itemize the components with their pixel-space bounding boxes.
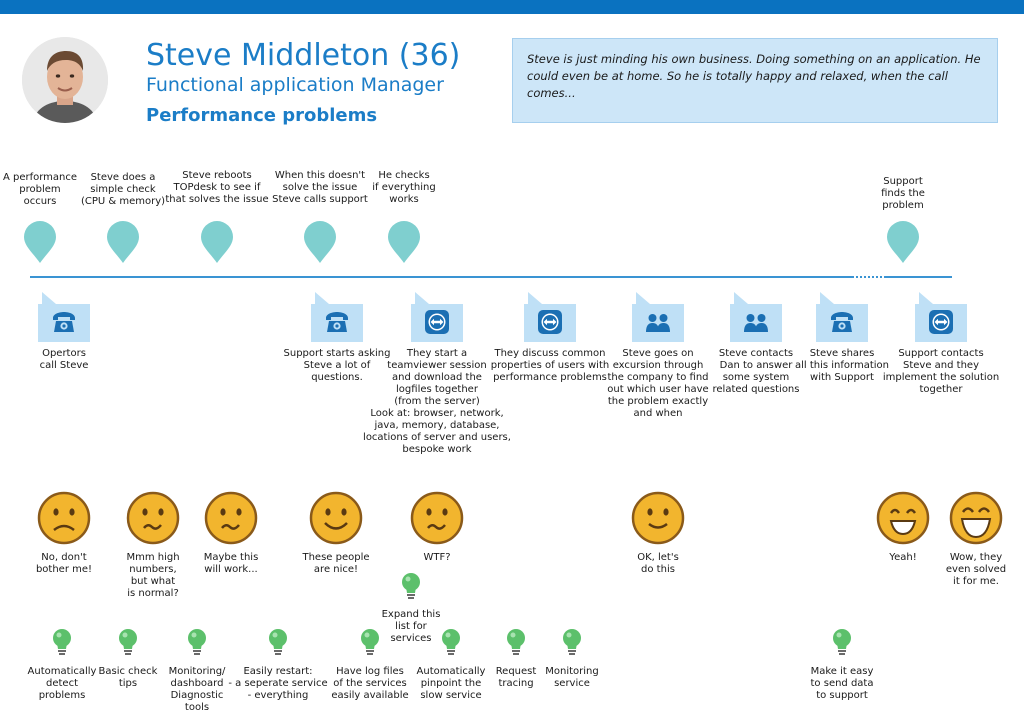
phone-icon bbox=[829, 309, 855, 335]
map-pin-icon bbox=[886, 220, 920, 264]
lightbulb-icon bbox=[831, 628, 853, 656]
teamviewer-icon bbox=[424, 309, 450, 335]
lightbulb-icon bbox=[186, 628, 208, 656]
touchpoint-teamviewer bbox=[524, 292, 576, 342]
idea-label: Monitoring/ dashboard Diagnostic tools bbox=[168, 666, 226, 713]
confused-face-icon bbox=[126, 491, 180, 545]
idea-label: Basic check tips bbox=[98, 666, 158, 689]
lightbulb-icon bbox=[561, 628, 583, 656]
touchpoint-phone bbox=[38, 292, 90, 342]
confused-face-icon bbox=[204, 491, 258, 545]
step-label: Steve reboots TOPdesk to see if that solves the issue bbox=[165, 170, 269, 205]
touchpoint-teamviewer bbox=[411, 292, 463, 342]
emotion-label: Mmm high numbers, but what is normal? bbox=[126, 552, 180, 599]
phone-icon bbox=[51, 309, 77, 335]
top-bar bbox=[0, 0, 1024, 14]
touchpoint-label: Opertors call Steve bbox=[39, 348, 89, 371]
idea-label: Request tracing bbox=[495, 666, 537, 689]
touchpoint-phone bbox=[311, 292, 363, 342]
persona-name: Steve Middleton (36) bbox=[146, 38, 461, 73]
lightbulb-icon bbox=[440, 628, 462, 656]
touchpoint-phone bbox=[816, 292, 868, 342]
idea-label: Have log files of the services easily available bbox=[331, 666, 409, 701]
step-label: He checks if everything works bbox=[372, 170, 436, 205]
step-label: A performance problem occurs bbox=[2, 172, 78, 207]
smile-face-icon bbox=[631, 491, 685, 545]
touchpoint-people bbox=[730, 292, 782, 342]
lightbulb-icon bbox=[359, 628, 381, 656]
timeline bbox=[30, 276, 852, 278]
emotion-label: Wow, they even solved it for me. bbox=[945, 552, 1007, 587]
timeline-gap bbox=[852, 276, 886, 278]
emotion-label: Yeah! bbox=[889, 552, 917, 563]
touchpoint-label: Steve contacts Dan to answer some system related questions bbox=[712, 348, 800, 395]
touchpoint-label: Support contacts Steve and they implement the solution together bbox=[882, 348, 1000, 395]
touchpoint-people bbox=[632, 292, 684, 342]
journey-subject: Performance problems bbox=[146, 105, 378, 126]
touchpoint-teamviewer bbox=[915, 292, 967, 342]
touchpoint-label: Steve shares all this information with Support bbox=[794, 348, 890, 383]
happy-face-icon bbox=[309, 491, 363, 545]
confused-face-icon bbox=[410, 491, 464, 545]
phone-icon bbox=[324, 309, 350, 335]
map-pin-icon bbox=[200, 220, 234, 264]
touchpoint-label: Steve goes on excursion through the company to find out which user have the problem exactly and when bbox=[607, 348, 709, 419]
map-pin-icon bbox=[106, 220, 140, 264]
idea-label: Expand this list for services bbox=[381, 609, 441, 644]
lightbulb-icon bbox=[400, 572, 422, 600]
sad-face-icon bbox=[37, 491, 91, 545]
step-label: Steve does a simple check (CPU & memory) bbox=[80, 172, 166, 207]
persona-role: Functional application Manager bbox=[146, 74, 444, 96]
people-icon bbox=[743, 309, 769, 335]
idea-label: Automatically detect problems bbox=[27, 666, 97, 701]
lightbulb-icon bbox=[505, 628, 527, 656]
idea-label: Monitoring service bbox=[545, 666, 599, 689]
lightbulb-icon bbox=[117, 628, 139, 656]
touchpoint-label: Support starts asking Steve a lot of questions. bbox=[283, 348, 391, 383]
emotion-label: OK, let's do this bbox=[637, 552, 679, 575]
timeline bbox=[886, 276, 952, 278]
touchpoint-label: They start a teamviewer session and download the logfiles together (from the server) Look at: browser, network, java, memory, database, locations of server and users, bespoke work bbox=[363, 348, 511, 455]
joy-face-icon bbox=[876, 491, 930, 545]
scenario-box: Steve is just minding his own business. Doing something on an application. He could even be at home. So he is totally happy and relaxed, when the call comes... bbox=[512, 38, 998, 123]
lightbulb-icon bbox=[51, 628, 73, 656]
emotion-label: These people are nice! bbox=[302, 552, 370, 575]
step-label: When this doesn't solve the issue Steve calls support bbox=[272, 170, 368, 205]
map-pin-icon bbox=[23, 220, 57, 264]
avatar bbox=[22, 37, 108, 123]
idea-label: Automatically pinpoint the slow service bbox=[416, 666, 486, 701]
emotion-label: Maybe this will work... bbox=[203, 552, 259, 575]
idea-label: Easily restart: - a seperate service - everything bbox=[228, 666, 328, 701]
step-label: Support finds the problem bbox=[881, 176, 925, 211]
lightbulb-icon bbox=[267, 628, 289, 656]
teamviewer-icon bbox=[928, 309, 954, 335]
map-pin-icon bbox=[303, 220, 337, 264]
emotion-label: No, don't bother me! bbox=[35, 552, 93, 575]
emotion-label: WTF? bbox=[423, 552, 451, 563]
teamviewer-icon bbox=[537, 309, 563, 335]
laugh-face-icon bbox=[949, 491, 1003, 545]
idea-label: Make it easy to send data to support bbox=[810, 666, 874, 701]
people-icon bbox=[645, 309, 671, 335]
map-pin-icon bbox=[387, 220, 421, 264]
touchpoint-label: They discuss common properties of users with performance problems bbox=[490, 348, 610, 383]
